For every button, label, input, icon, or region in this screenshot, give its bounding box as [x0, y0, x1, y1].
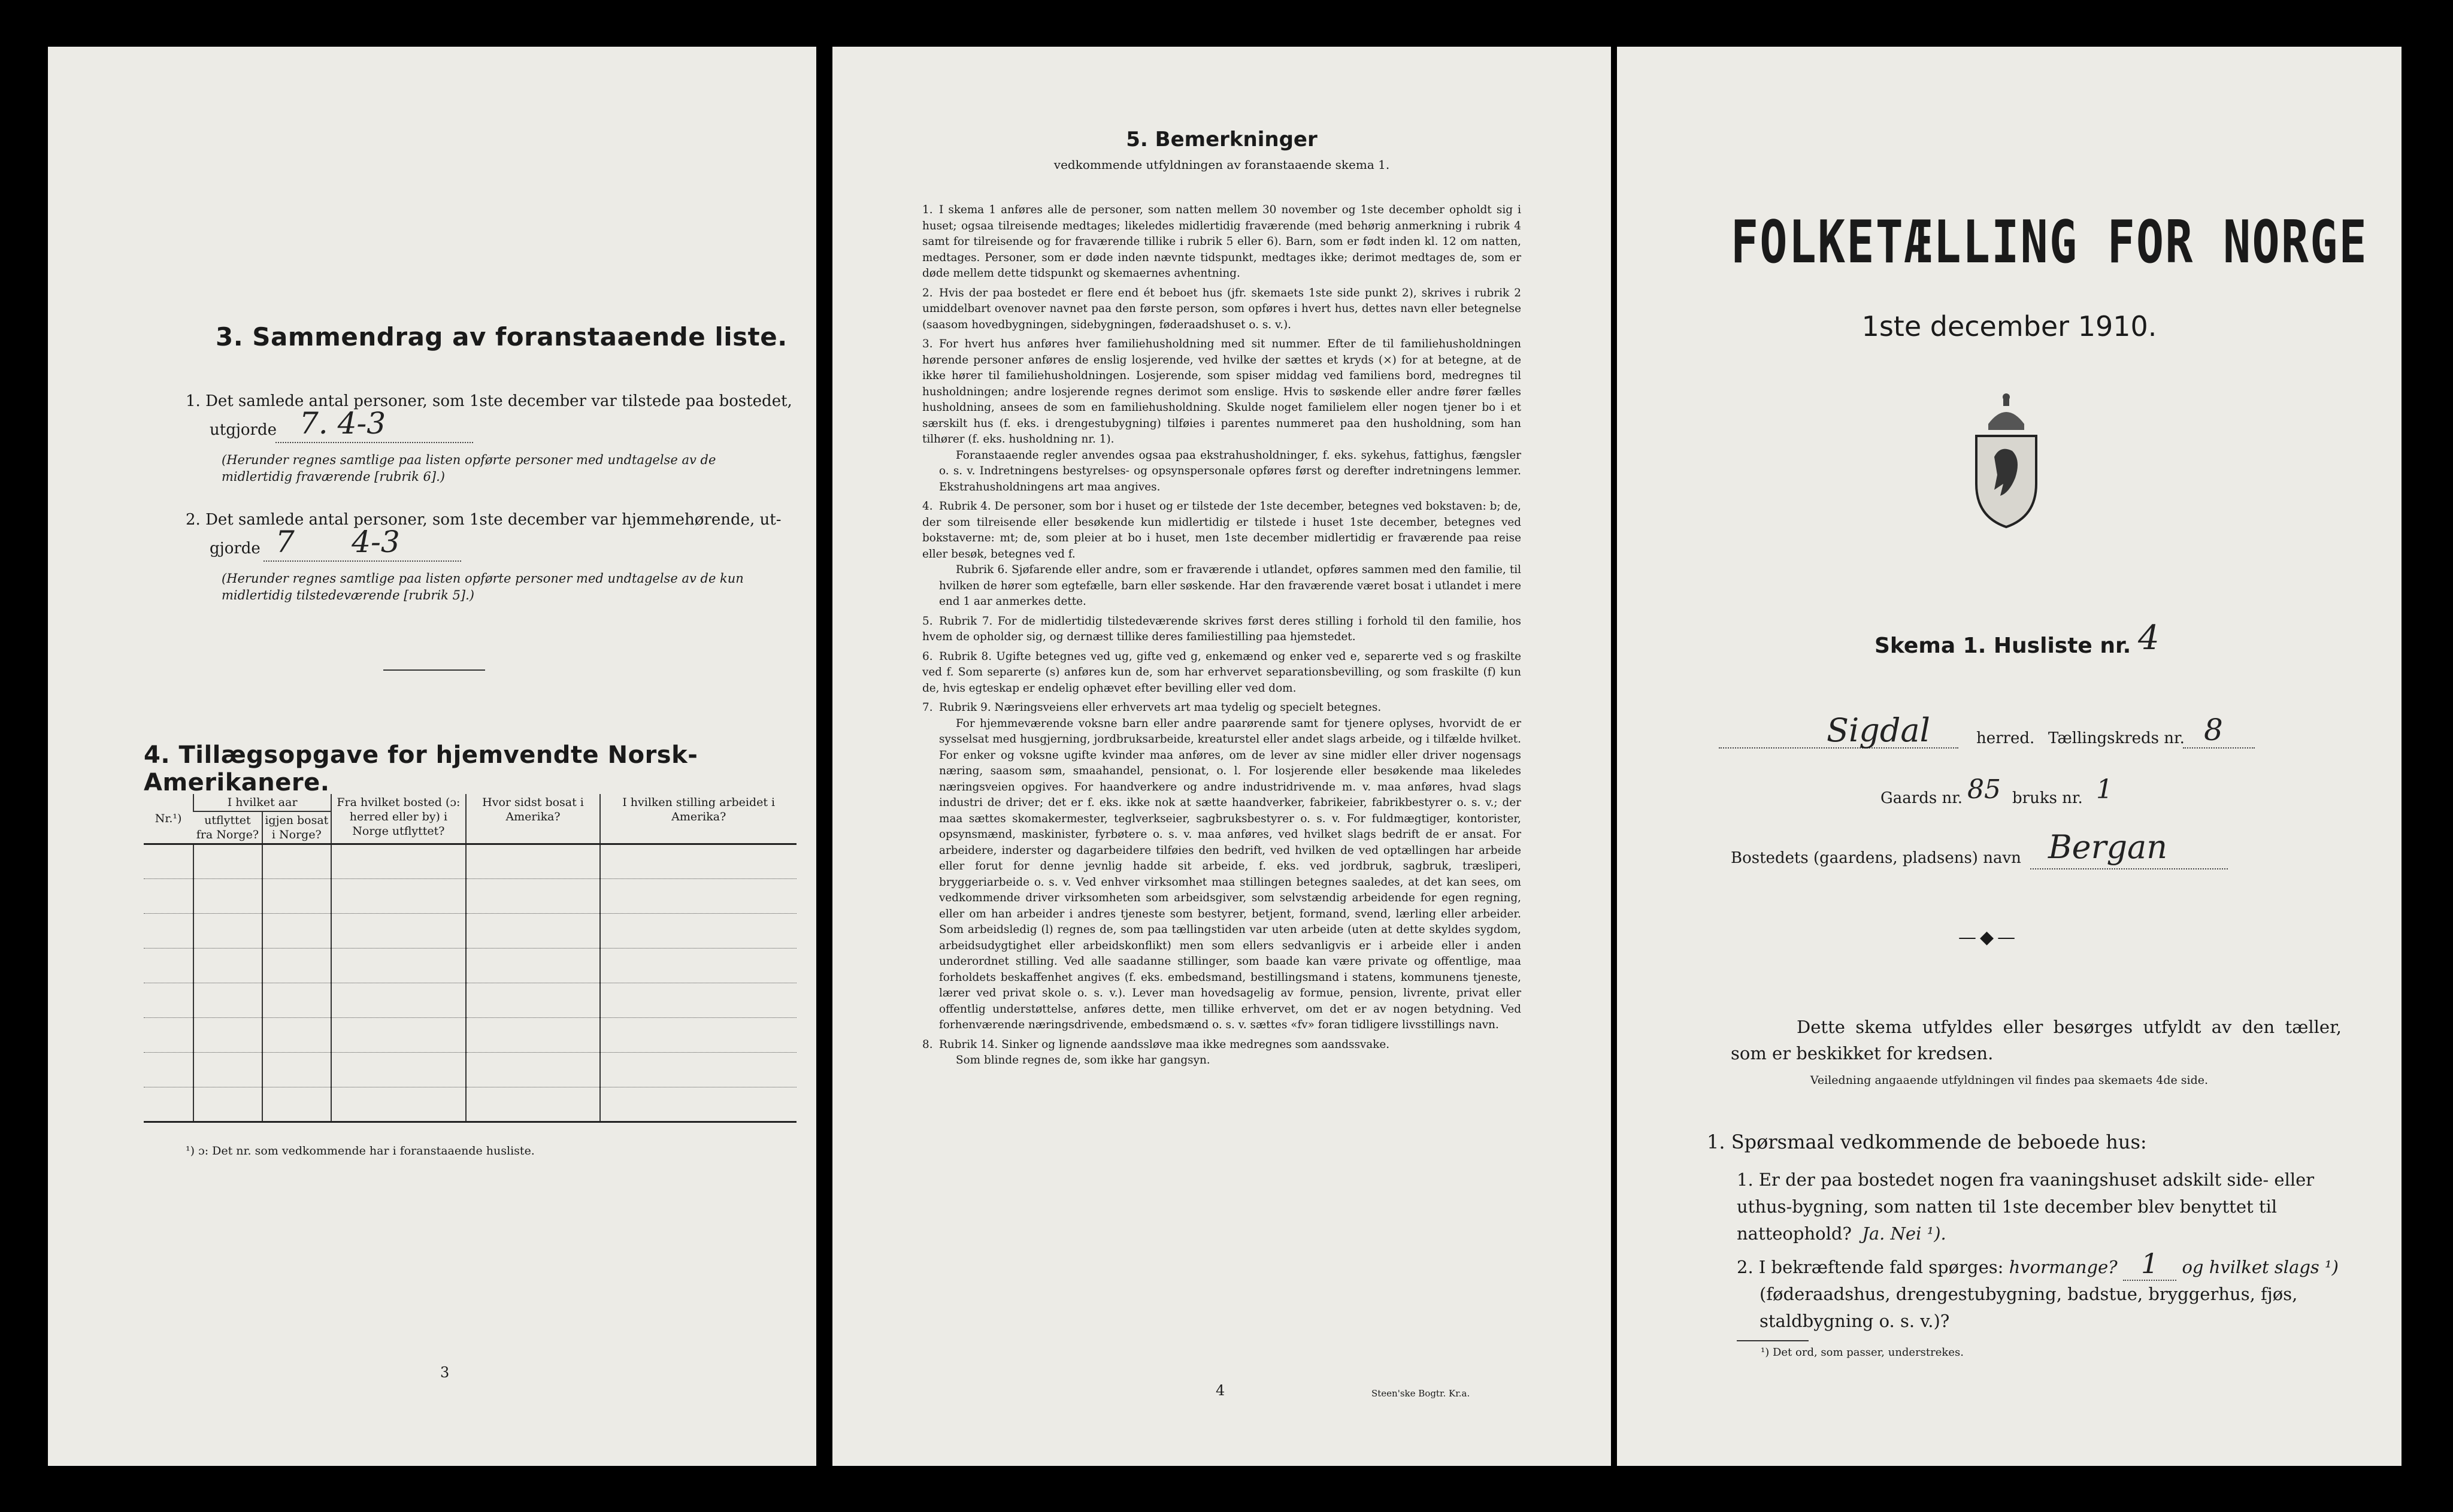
remarks-title: 5. Bemerkninger: [1126, 128, 1318, 151]
question-2-hvormange: hvormange?: [2009, 1257, 2118, 1277]
remark-text: Rubrik 14. Sinker og lignende aandssløve maa ikke medregnes som aandssvake.: [939, 1038, 1390, 1051]
remark-item: [922, 614, 1521, 646]
questions-header: 1. Spørsmaal vedkommende de beboede hus:: [1707, 1131, 2147, 1153]
remark-extra: Foranstaaende regler anvendes ogsaa paa ekstrahusholdninger, f. eks. sykehus, fattighus, fængsler o. s. v. Indretningens bestyrelses- og opsynspersonale opføres først og derefter indretningens lemmer. Ekstrahusholdningens art maa angives.: [939, 449, 1521, 493]
question-2-text-b: (føderaadshus, drengestubygning, badstue, bryggerhus, fjøs, staldbygning o. s. v.)?: [1760, 1284, 2298, 1331]
remark-text-line: [922, 700, 1521, 716]
question-2-text: 2. I bekræftende fald spørges:: [1737, 1257, 2004, 1277]
divider: [383, 669, 485, 671]
q1-answer: 7. 4-3: [299, 406, 386, 441]
q1-text: 1. Det samlede antal personer, som 1ste december var tilstede paa bostedet,: [186, 392, 792, 410]
question-2-og: og hvilket slags ¹): [2182, 1257, 2339, 1277]
kreds-value: 8: [2204, 713, 2223, 747]
right-page: [1617, 47, 2401, 1466]
section3-title: 3. Sammendrag av foranstaaende liste.: [216, 322, 788, 352]
gaards-label: Gaards nr.: [1880, 789, 1963, 807]
q1-note: (Herunder regnes samtlige paa listen opførte personer med undtagelse av de midlertidig fraværende [rubrik 6].): [222, 453, 716, 484]
bruks-value: 1: [2096, 774, 2113, 805]
q2-answer: 7 4-3: [275, 525, 400, 559]
page-number: 4: [1216, 1382, 1225, 1399]
herred-value: Sigdal: [1827, 711, 1930, 749]
table-row: [144, 1087, 797, 1122]
remark-number: 3.: [922, 338, 933, 350]
remarks-list: [922, 202, 1521, 1072]
remark-number: 2.: [922, 286, 933, 299]
remark-extra: For hjemmeværende voksne barn eller andre paarørende samt for tjenere oplyses, hvorvidt de er sysselsat med husgjerning, jordbruksarbeide, kreaturstel eller andet slags arbeide, og i tilfælde hvilket. For enker og voksne ugifte kvinder maa anføres, om de lever av sine midler eller driver nogensags næring, saasom søm, smaahandel, pensionat, o. l. For losjerende eller besøkende maa likeledes næringsveien opgives. For haandverkere og andre industridrivende m. v. maa anføres, hvad slags industri de driver; det er f. eks. ikke nok at sætte haandverker, fabrikeier, fabrikbestyrer o. s. v.; der maa sættes skomakermester, teglverkseier, sagbruksbestyrer o. s. v. For fuldmægtiger, kontorister, opsynsmænd, maskinister, fyrbøtere o. s. v. maa anføres, ved hvilket slags bedrift de er ansat. For arbeidere, inderster og dagarbeidere tilføies den bedrift, ved hvilken de ved optællingen har arbeide eller forut for denne jevnlig hadde sit arbeide, f. eks. ved jordbruk, sagbruk, træsliperi, bryggeriarbeide o. s. v. Ved enhver virksomhet maa stillingen betegnes saaledes, at det kan sees, om vedkommende driver virksomheten som arbeidsgiver, som selvstændig arbeidende for egen regning, eller om han arbeider i andres tjeneste som bestyrer, betjent, formand, svend, lærling eller arbeider. Som arbeidsledig (l) regnes de, som paa tællingstiden var uten arbeide (uten at dette skyldes sygdom, arbeidsudygtighet eller arbeidskonflikt) men som ellers sedvanligvis er i arbeide eller i anden underordnet stilling. Ved alle saadanne stillinger, som baade kan være private og offentlige, maa forholdets beskaffenhet angives (f. eks. embedsmand, bestillingsmand i statens, kommunens tjeneste, lærer ved privat skole o. s. v.). Lever man hovedsagelig av formue, pension, livrente, privat eller offentlig understøttelse, anføres dette, men tillike erhvervet, om det er av nogen betydning. Ved forhenværende næringsdrivende, embedsmænd o. s. v. sættes «fv» foran tidligere livsstillings navn.: [939, 717, 1521, 1031]
col-year-group: I hvilket aar: [193, 794, 331, 811]
husliste-number: 4: [2138, 619, 2160, 657]
remark-item: [922, 286, 1521, 334]
remark-number: 7.: [922, 701, 933, 714]
question-2-count: 1: [2123, 1247, 2176, 1281]
question-1-text: 1. Er der paa bostedet nogen fra vaaningshuset adskilt side- eller uthus-bygning, som natten til 1ste december blev benyttet til natteophold?: [1737, 1169, 2315, 1244]
norsk-amerikanere-table: [144, 794, 797, 1123]
bosted-dotline: [2030, 868, 2228, 869]
table-row: [144, 844, 797, 879]
remark-number: 5.: [922, 614, 933, 628]
col-last-lived: Hvor sidst bosat i Amerika?: [466, 794, 601, 844]
instruction-note: Veiledning angaaende utfyldningen vil findes paa skemaets 4de side.: [1810, 1074, 2209, 1087]
remark-item: [922, 337, 1521, 495]
ornament: —◆—: [1958, 927, 2019, 948]
printer-mark: Steen'ske Bogtr. Kr.a.: [1371, 1388, 1470, 1399]
col-emigrated: utflyttet fra Norge?: [193, 811, 262, 844]
remark-number: 8.: [922, 1038, 933, 1051]
remark-text: For hvert hus anføres hver familiehusholdning med sit nummer. Efter de til familiehusholdningen hørende personer anføres de enslig losjerende, ved hvilke der sættes et kryds (×) for at betegne, at de ikke hører til familiehusholdningen. Losjerende, som spiser middag ved familiens bord, medregnes til husholdningen; andre losjerende regnes derimot som enslige. Hvis to søskende eller andre fører fælles husholdning, ansees de som en familiehusholdning. Skulde noget familielem eller nogen tjener bo i et særskilt hus (f. eks. i drengestubygning) tilføies i parentes nummeret paa den husholdning, som han tilhører (f. eks. husholdning nr. 1).: [922, 338, 1521, 446]
table-row: [144, 1053, 797, 1087]
remark-text-line: [922, 1037, 1521, 1053]
col-from-where: Fra hvilket bosted (ɔ: herred eller by) i Norge utflyttet?: [331, 794, 466, 844]
census-date: 1ste december 1910.: [1861, 310, 2157, 343]
remark-text: Rubrik 8. Ugifte betegnes ved ug, gifte ved g, enkemænd og enker ved e, separerte ved s og fraskilte ved f. Som separerte (s) anføres kun de, som har erhvervet separationsbevilling, og som fraskilte (f) kun de, hvis egteskap er endelig ophævet efter bevilling eller ved dom.: [922, 650, 1521, 695]
table-row: [144, 983, 797, 1018]
schema-label: Skema 1. Husliste nr.: [1874, 634, 2131, 658]
table-row: [144, 949, 797, 983]
remark-extra: Rubrik 6. Sjøfarende eller andre, som er fraværende i utlandet, opføres sammen med den familie, til hvilken de hører som egtefælle, barn eller søskende. Har den fraværende været bosat i utlandet i mere end 1 aar anmerkes dette.: [939, 563, 1521, 608]
remark-text: Rubrik 7. For de midlertidig tilstedeværende skrives først deres stilling i forhold til den familie, hos hvem de opholder sig, og dernæst tillike deres familiestilling paa hjemstedet.: [922, 614, 1521, 643]
remark-item: [922, 1037, 1521, 1069]
remark-text-line: [922, 202, 1521, 282]
question-1: [1737, 1166, 2336, 1247]
page-number: 3: [440, 1364, 450, 1381]
remark-text: Hvis der paa bostedet er flere end ét beboet hus (jfr. skemaets 1ste side punkt 2), skrives i rubrik 2 umiddelbart ovenover navnet paa den første person, som opføres i hvert hus, dettes navn eller betegnelse (saasom hovedbygningen, sidebygningen, føderaadshuset o. s. v.).: [922, 286, 1521, 331]
q2-dotline: [264, 560, 461, 562]
herred-label: herred.: [1976, 729, 2035, 747]
remark-number: 1.: [922, 204, 933, 216]
remark-number: 4.: [922, 500, 933, 513]
remark-text-line: [922, 337, 1521, 448]
remark-item: [922, 700, 1521, 1034]
remark-text-line: [922, 499, 1521, 562]
remark-text: I skema 1 anføres alle de personer, som natten mellem 30 november og 1ste december opholdt sig i huset; ogsaa tilreisende medtages; likeledes midlertidig fraværende (med behørig anmerkning i rubrik 4 samt for tilreisende og for fraværende tillike i rubrik 5 eller 6). Barn, som er født inden kl. 12 om natten, medtages. Personer, som er døde inden nævnte tidspunkt, medtages ikke; derimot medtages de, som er døde mellem dette tidspunkt og skemaernes avhentning.: [922, 204, 1521, 280]
remark-number: 6.: [922, 650, 933, 663]
kreds-label: Tællingskreds nr.: [2048, 729, 2185, 747]
bosted-label: Bostedets (gaardens, pladsens) navn: [1731, 849, 2021, 867]
q1-dotline: [275, 442, 473, 443]
table-row: [144, 914, 797, 949]
middle-page: [832, 47, 1611, 1466]
col-position: I hvilken stilling arbeidet i Amerika?: [600, 794, 797, 844]
section4-title: 4. Tillægsopgave for hjemvendte Norsk-Amerikanere.: [144, 741, 698, 796]
q2-prefix: gjorde: [210, 540, 261, 557]
remark-item: [922, 499, 1521, 610]
right-footnote: ¹) Det ord, som passer, understrekes.: [1761, 1346, 1964, 1359]
remark-text: Rubrik 4. De personer, som bor i huset og er tilstede der 1ste december, betegnes ved bokstaven: b; de, der som tilreisende eller besøkende kun midlertidig er tilstede i huset 1ste december, betegnes ved bokstaverne: mt; de, som pleier at bo i huset, men 1ste december midlertidig er fraværende paa reise eller besøk, betegnes ved f.: [922, 500, 1521, 560]
q2-note: (Herunder regnes samtlige paa listen opførte personer med undtagelse av de kun midlertidig tilstedeværende [rubrik 5].): [222, 571, 744, 602]
question-2: [1737, 1247, 2342, 1335]
left-page: [48, 47, 816, 1466]
kreds-dotline: [2183, 747, 2255, 749]
remark-item: [922, 649, 1521, 697]
q1-prefix: utgjorde: [210, 421, 277, 439]
remark-text-line: [922, 649, 1521, 697]
question-1-answer: Ja. Nei ¹).: [1862, 1223, 1946, 1244]
remark-text-line: [922, 286, 1521, 334]
coat-of-arms-icon: [1967, 388, 2045, 529]
remarks-subtitle: vedkommende utfyldningen av foranstaaende skema 1.: [1053, 157, 1390, 172]
table-footnote: ¹) ɔ: Det nr. som vedkommende har i foranstaaende husliste.: [186, 1144, 535, 1158]
table-row: [144, 879, 797, 914]
col-returned: igjen bosat i Norge?: [262, 811, 331, 844]
table-row: [144, 1018, 797, 1053]
remark-text: Rubrik 9. Næringsveiens eller erhvervets art maa tydelig og specielt betegnes.: [939, 701, 1382, 714]
bruks-label: bruks nr.: [2012, 789, 2083, 807]
gaards-value: 85: [1967, 774, 2001, 805]
instruction: Dette skema utfyldes eller besørges utfyldt av den tæller, som er beskikket for kredsen.: [1731, 1017, 2342, 1063]
remark-extra: Som blinde regnes de, som ikke har gangsyn.: [956, 1054, 1210, 1066]
footnote-rule: [1737, 1340, 1809, 1341]
bosted-value: Bergan: [2048, 828, 2167, 866]
remark-item: [922, 202, 1521, 282]
q2-text: 2. Det samlede antal personer, som 1ste december var hjemmehørende, ut-: [186, 511, 782, 529]
remark-text-line: [922, 614, 1521, 646]
col-nr: Nr.¹): [144, 794, 193, 844]
main-title: FOLKETÆLLING FOR NORGE: [1731, 208, 2368, 277]
